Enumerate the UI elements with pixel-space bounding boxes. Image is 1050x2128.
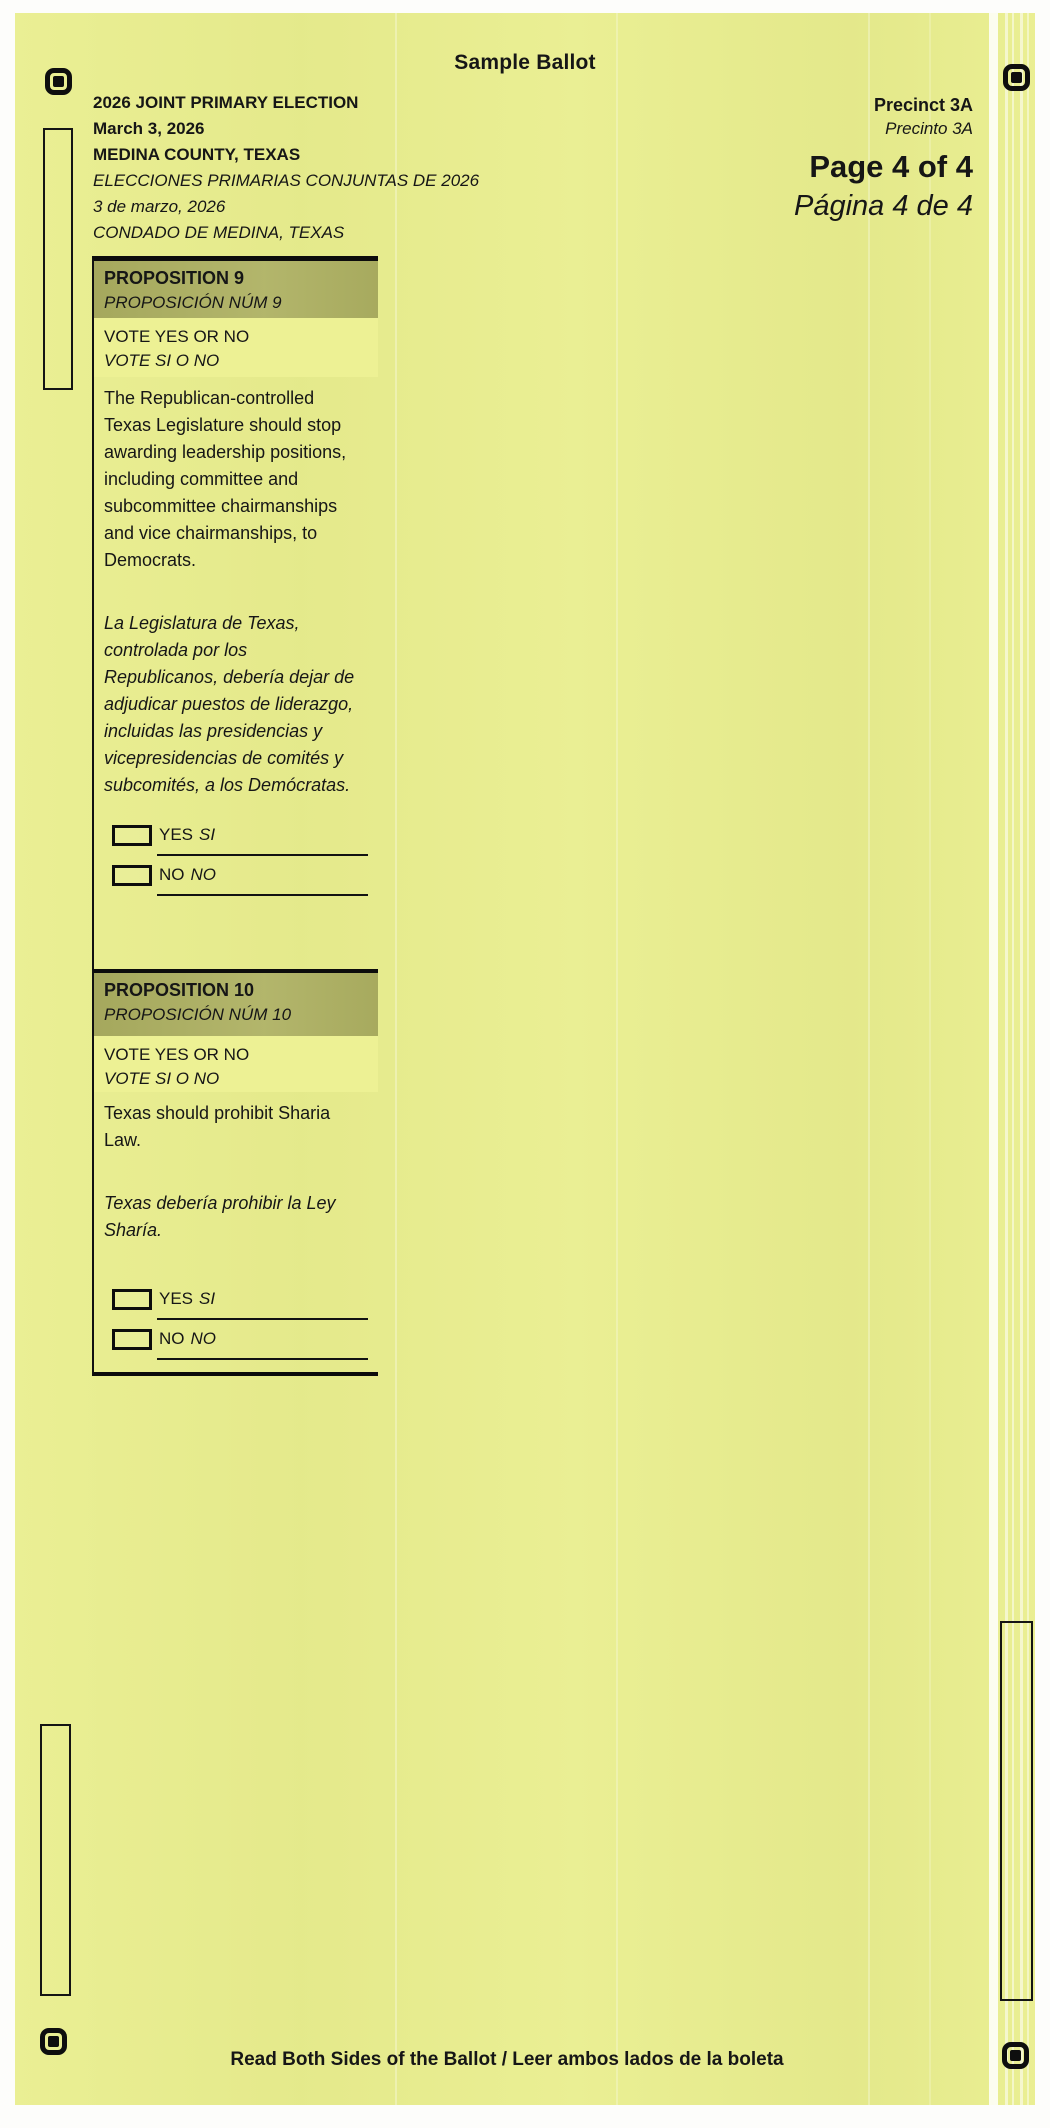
- no-label-es: NO: [190, 1329, 216, 1348]
- precinct-label-es: Precinto 3A: [885, 119, 973, 138]
- proposition-10-text-es: Texas debería prohibir la Ley Sharía.: [104, 1193, 336, 1240]
- proposition-9-text-es: La Legislatura de Texas, controlada por los Republicanos, debería dejar de adjudicar puestos de liderazgo, incluidas las presidencias y vicepresidencias de comités y subcomités, a los Demócratas.: [104, 613, 355, 795]
- proposition-9-no-row: [112, 864, 372, 886]
- proposition-10-title-es: PROPOSICIÓN NÚM 10: [104, 1005, 292, 1024]
- precinct-page-header: [794, 93, 973, 225]
- proposition-10-instruction: [94, 1036, 378, 1092]
- precinct-label: Precinct 3A: [873, 95, 973, 115]
- vote-instruction: VOTE YES OR NO: [104, 327, 250, 346]
- proposition-9-text: The Republican-controlled Texas Legislature should stop awarding leadership positions, including committee and subcommittee chairmanships and vice chairmanships, to Democrats.: [104, 388, 347, 570]
- proposition-9-header: [94, 261, 378, 318]
- scan-streak: [989, 13, 998, 2105]
- rule-line: [157, 1358, 368, 1360]
- yes-label: YES: [159, 1289, 194, 1308]
- yes-label-es: SI: [199, 1289, 216, 1308]
- election-date: March 3, 2026: [93, 119, 205, 138]
- election-name-es: ELECCIONES PRIMARIAS CONJUNTAS DE 2026: [93, 171, 480, 190]
- rule-line: [157, 1318, 368, 1320]
- proposition-10-title: PROPOSITION 10: [104, 980, 255, 1000]
- footer-instruction: Read Both Sides of the Ballot / Leer ambos lados de la boleta: [230, 2049, 784, 2070]
- vote-instruction-es: VOTE SI O NO: [104, 351, 220, 370]
- vote-instruction-es: VOTE SI O NO: [104, 1069, 220, 1088]
- proposition-10-body: [94, 1092, 378, 1360]
- proposition-9-options: [104, 824, 372, 896]
- page-number-es: Página 4 de 4: [794, 190, 973, 222]
- rule-line: [157, 894, 368, 896]
- proposition-9-title-es: PROPOSICIÓN NÚM 9: [104, 293, 282, 312]
- scan-streak: [929, 13, 931, 2105]
- rule-line: [157, 854, 368, 856]
- proposition-9-title: PROPOSITION 9: [104, 268, 245, 288]
- election-county: MEDINA COUNTY, TEXAS: [93, 145, 301, 164]
- election-county-es: CONDADO DE MEDINA, TEXAS: [93, 223, 345, 242]
- proposition-10-box: [92, 969, 378, 1376]
- proposition-10-no-row: [112, 1328, 372, 1350]
- election-date-es: 3 de marzo, 2026: [93, 197, 226, 216]
- no-label: NO: [159, 1329, 185, 1348]
- proposition-9-body: [94, 377, 378, 896]
- election-name: 2026 JOINT PRIMARY ELECTION: [93, 93, 359, 112]
- timing-mark-left-upper: [43, 128, 73, 390]
- proposition-column: [92, 256, 378, 1376]
- scan-streak: [395, 13, 397, 2105]
- proposition-10-text: Texas should prohibit Sharia Law.: [104, 1103, 331, 1150]
- page-number: Page 4 of 4: [809, 149, 973, 184]
- proposition-9-no-checkbox[interactable]: [112, 865, 152, 886]
- proposition-9-box: [92, 256, 378, 969]
- proposition-9-yes-row: [112, 824, 372, 846]
- no-label: NO: [159, 865, 185, 884]
- proposition-10-yes-checkbox[interactable]: [112, 1289, 152, 1310]
- proposition-9-yes-checkbox[interactable]: [112, 825, 152, 846]
- proposition-10-yes-row: [112, 1288, 372, 1310]
- proposition-10-options: [104, 1288, 372, 1360]
- sample-ballot-title: Sample Ballot: [454, 51, 596, 74]
- ballot-page: [15, 13, 1035, 2105]
- proposition-10-header: [94, 973, 378, 1036]
- scan-streak: [616, 13, 618, 2105]
- no-label-es: NO: [190, 865, 216, 884]
- proposition-9-instruction: [94, 318, 378, 377]
- timing-mark-left-lower: [40, 1724, 71, 1996]
- election-header: [93, 90, 479, 246]
- vote-instruction: VOTE YES OR NO: [104, 1045, 250, 1064]
- proposition-10-no-checkbox[interactable]: [112, 1329, 152, 1350]
- scan-streak: [868, 13, 870, 2105]
- yes-label: YES: [159, 825, 194, 844]
- timing-mark-right-lower: [1000, 1621, 1033, 2001]
- yes-label-es: SI: [199, 825, 216, 844]
